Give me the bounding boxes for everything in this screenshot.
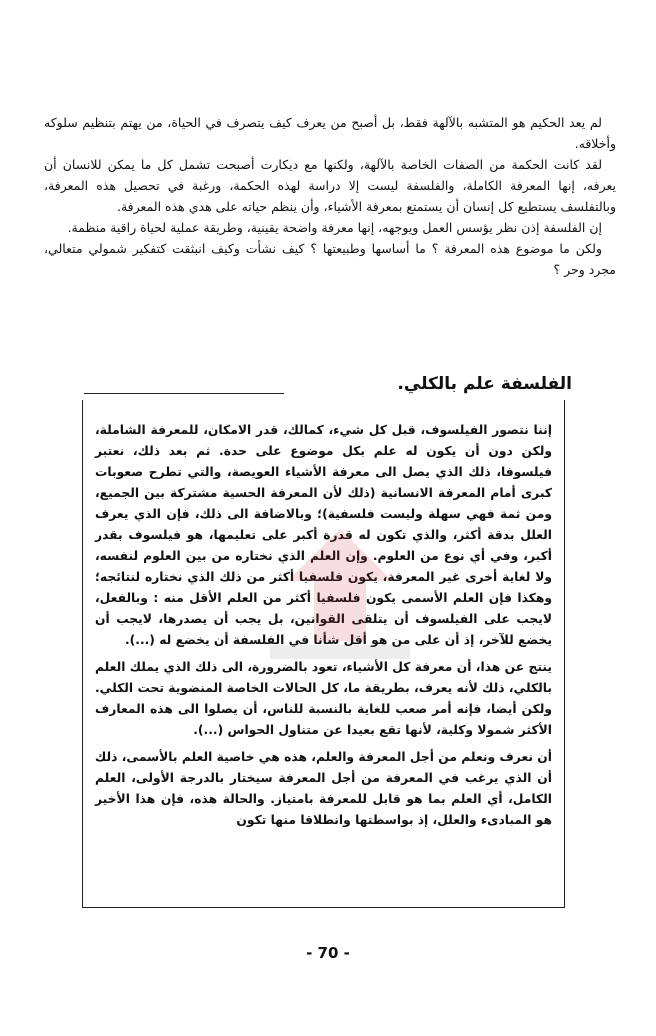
intro-paragraph: لقد كانت الحكمة من الصفات الخاصة بالآلهة، ولكنها مع ديكارت أصبحت تشمل كل ما يمكن للانسان أن يعرفه، إنها المعرفة الكاملة، والفلسفة ليست إلا دراسة لهذه الحكمة، ورغبة في تحصيل هذه المعرفة، وبالتفلسف يستطيع كل إنسان أن يستمتع بمعرفة الأشياء، وأن ينظم حياته على هدي هذه المعرفة. (44, 157, 616, 214)
intro-paragraph: ولكن ما موضوع هذه المعرفة ؟ ما أساسها وطبيعتها ؟ كيف نشأت وكيف انبثقت كتفكير شمولي متعالي، مجرد وحر ؟ (44, 241, 616, 277)
intro-paragraph: إن الفلسفة إذن نظر يؤسس العمل ويوجهه، إنها معرفة واضحة يقينية، وطريقة عملية لحياة راقية منظمة. (67, 220, 602, 235)
box-paragraph: إننا نتصور الفيلسوف، قبل كل شيء، كمالك، قدر الامكان، للمعرفة الشاملة، ولكن دون أن يكون له علم بكل موضوع على حدة. ثم بعد ذلك، نعتبر فيلسوفا، ذلك الذي يصل الى معرفة الأشياء العويصة، والتي تطرح صعوبات كبرى أمام المعرفة الانسانية (ذلك لأن المعرفة الحسية مشتركة بين الجميع، ومن ثمة فهي سهلة وليست فلسفية)؛ وبالاضافة الى ذلك، فإن الذي يعرف العلل بدقة أكثر، والذي تكون له قدرة أكبر على تعليمها، هو فيلسوف بقدر أكبر، وفي أي نوع من العلوم. وإن العلم الذي نختاره من بين العلوم لنفسه، ولا لغاية أخرى غير المعرفة، يكون فلسفيا أكثر من ذلك الذي نختاره لنتائجه؛ وهكذا فإن العلم الأسمى يكون فلسفيا أكثر من العلم الأقل منه : وبالفعل، لايجب على الفيلسوف أن يتلقى القوانين، بل يجب أن يصدرها، لايجب أن يخضع للآخر، إذ أن على من هو أقل شأنا في الفلسفة أن يخضع له (...). (95, 423, 552, 647)
box-title: الفلسفة علم بالكلي. (397, 374, 572, 394)
box-paragraph: ينتج عن هذا، أن معرفة كل الأشياء، تعود بالضرورة، الى ذلك الذي يملك العلم بالكلي، ذلك لأنه يعرف، بطريقة ما، كل الحالات الخاصة المنضوية تحت الكلي. ولكن أيضا، فإنه أمر صعب للغاية بالنسبة للناس، أن يصلوا الى هذه المعارف الأكثر شمولا وكلية، لأنها تقع بعيدا عن متناول الحواس (...). (95, 660, 552, 737)
page-number: - 70 - (306, 944, 350, 962)
box-paragraph: أن نعرف ونعلم من أجل المعرفة والعلم، هذه هي خاصية العلم بالأسمى، ذلك أن الذي يرغب في المعرفة من أجل المعرفة سيختار بالدرجة الأولى، العلم الكامل، أي العلم بما هو قابل للمعرفة بامتياز. والحالة هذه، فإن هذا الأخير هو المبادىء والعلل، إذ بواسطتها وانطلاقا منها تكون (95, 750, 552, 827)
intro-section (44, 112, 616, 280)
title-rule (84, 393, 284, 394)
intro-paragraph: لم يعد الحكيم هو المتشبه بالآلهة فقط، بل أصبح من يعرف كيف يتصرف في الحياة، من يهتم بتنظيم سلوكه وأخلاقه. (44, 115, 616, 151)
quote-box (82, 400, 565, 908)
